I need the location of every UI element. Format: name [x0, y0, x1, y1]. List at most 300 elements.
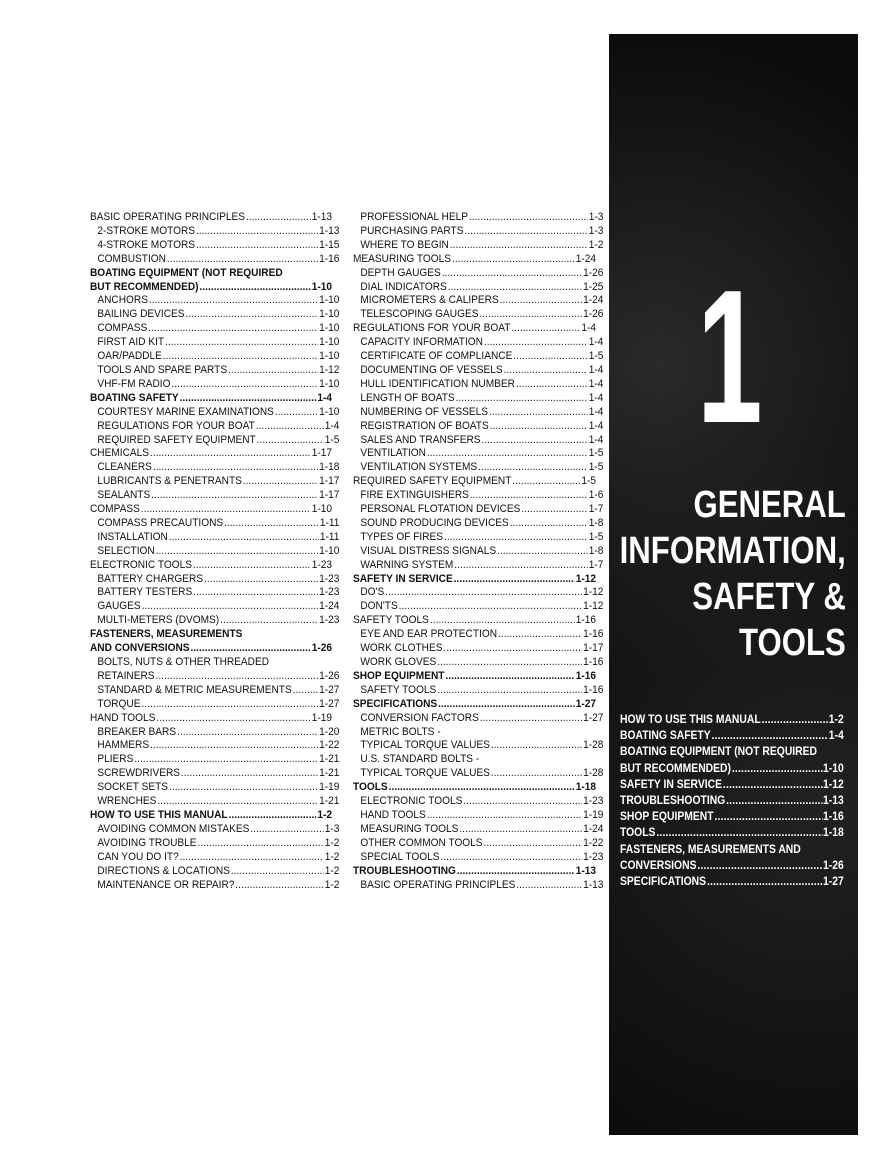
- entry-label: PURCHASING PARTS: [360, 224, 464, 237]
- leader-dots: [190, 642, 310, 656]
- leader-dots: [456, 392, 588, 406]
- leader-dots: [438, 698, 575, 712]
- leader-dots: [142, 600, 319, 614]
- index-entry[interactable]: [90, 406, 339, 420]
- leader-dots: [228, 364, 318, 378]
- index-entry[interactable]: [353, 823, 603, 837]
- leader-dots: [513, 350, 588, 364]
- index-entry[interactable]: [90, 573, 339, 587]
- index-entry[interactable]: [90, 308, 339, 322]
- entry-page-number: 1-10: [319, 294, 340, 307]
- entry-label: COMPASS PRECAUTIONS: [97, 516, 224, 529]
- index-entry[interactable]: [353, 253, 596, 267]
- entry-page-number: 1-10: [319, 322, 340, 335]
- index-entry[interactable]: [90, 851, 339, 865]
- entry-page-number: 1-2: [324, 864, 340, 877]
- entry-page-number: 1-4: [581, 322, 597, 335]
- entry-page-number: 1-17: [583, 642, 604, 655]
- entry-page-number: 1-7: [588, 503, 604, 516]
- entry-page-number: 1-21: [319, 795, 340, 808]
- index-entry[interactable]: [353, 670, 596, 684]
- index-entry[interactable]: [90, 600, 339, 614]
- entry-label: SAFETY IN SERVICE: [620, 778, 722, 791]
- leader-dots: [177, 726, 318, 740]
- index-entry[interactable]: [90, 712, 332, 726]
- entry-label: TYPES OF FIRES: [360, 530, 444, 543]
- entry-label: SCREWDRIVERS: [97, 767, 181, 780]
- entry-label: SPECIFICATIONS: [353, 697, 438, 710]
- index-entry[interactable]: [90, 809, 332, 823]
- entry-page-number: 1-13: [583, 878, 604, 891]
- entry-page-number: 1-11: [319, 530, 340, 543]
- index-entry[interactable]: [90, 420, 339, 434]
- entry-page-number: 1-16: [823, 811, 844, 824]
- index-entry[interactable]: [353, 573, 596, 587]
- leader-dots: [156, 712, 310, 726]
- entry-label: 2-STROKE MOTORS: [97, 224, 196, 237]
- index-entry[interactable]: [353, 447, 603, 461]
- entry-page-number: 1-7: [588, 558, 604, 571]
- entry-label: WORK GLOVES: [360, 656, 437, 668]
- entry-page-number: 1-4: [588, 419, 604, 432]
- leader-dots: [442, 267, 582, 281]
- leader-dots: [197, 837, 323, 851]
- sidebar-toc-entry[interactable]: [620, 842, 844, 858]
- index-entry[interactable]: [90, 628, 332, 642]
- entry-page-number: 1-19: [311, 711, 333, 724]
- entry-label: BREAKER BARS: [97, 725, 177, 738]
- index-entry[interactable]: [353, 698, 596, 712]
- leader-dots: [141, 503, 311, 517]
- index-entry[interactable]: [353, 879, 603, 893]
- entry-page-number: 1-18: [823, 827, 844, 840]
- entry-page-number: 1-22: [583, 836, 604, 849]
- entry-label: PROFESSIONAL HELP: [360, 211, 468, 223]
- entry-label: DIAL INDICATORS: [360, 280, 447, 293]
- entry-page-number: 1-27: [583, 711, 604, 724]
- entry-label: INSTALLATION: [97, 530, 168, 543]
- index-entry[interactable]: [90, 461, 339, 475]
- entry-label: REGISTRATION OF BOATS: [360, 419, 489, 432]
- leader-dots: [148, 322, 318, 336]
- entry-label: BOLTS, NUTS & OTHER THREADED: [97, 656, 270, 668]
- index-entry[interactable]: [353, 586, 603, 600]
- leader-dots: [516, 378, 588, 392]
- entry-label: STANDARD & METRIC MEASUREMENTS: [97, 683, 292, 696]
- index-entry[interactable]: [90, 837, 339, 851]
- index-entry[interactable]: [90, 517, 339, 531]
- entry-page-number: 1-27: [319, 683, 340, 696]
- leader-dots: [480, 712, 582, 726]
- leader-dots: [440, 851, 582, 865]
- index-entry[interactable]: [90, 698, 339, 712]
- entry-label: WRENCHES: [97, 795, 157, 808]
- index-entry[interactable]: [353, 350, 603, 364]
- index-entry[interactable]: [353, 600, 603, 614]
- index-entry[interactable]: [353, 294, 603, 308]
- entry-label: VENTILATION SYSTEMS: [360, 461, 478, 474]
- leader-dots: [443, 642, 582, 656]
- index-entry[interactable]: [90, 739, 339, 753]
- leader-dots: [444, 531, 588, 545]
- entry-page-number: 1-21: [319, 767, 340, 780]
- index-entry[interactable]: [353, 795, 603, 809]
- leader-dots: [500, 294, 583, 308]
- entry-label: GAUGES: [97, 600, 141, 613]
- entry-page-number: 1-28: [583, 739, 604, 752]
- entry-label: SAFETY TOOLS: [353, 614, 429, 627]
- index-entry[interactable]: [353, 781, 596, 795]
- sidebar-toc-entry[interactable]: [620, 777, 844, 793]
- index-entry[interactable]: [353, 656, 603, 670]
- index-entry[interactable]: [353, 545, 603, 559]
- entry-label: BASIC OPERATING PRINCIPLES: [360, 878, 516, 891]
- leader-dots: [193, 586, 318, 600]
- leader-dots: [707, 874, 822, 890]
- entry-page-number: 1-10: [319, 405, 340, 418]
- entry-label: BOATING SAFETY: [90, 391, 179, 404]
- index-entry[interactable]: [90, 447, 332, 461]
- entry-page-number: 1-10: [311, 503, 333, 516]
- entry-page-number: 1-3: [588, 224, 604, 237]
- index-entry[interactable]: [90, 795, 339, 809]
- entry-page-number: 1-27: [575, 697, 597, 710]
- leader-dots: [427, 809, 582, 823]
- index-entry[interactable]: [353, 712, 603, 726]
- entry-page-number: 1-5: [588, 350, 604, 363]
- entry-label: MAINTENANCE OR REPAIR?: [97, 878, 235, 891]
- entry-label: TORQUE: [97, 697, 141, 710]
- entry-label: HULL IDENTIFICATION NUMBER: [360, 377, 515, 390]
- leader-dots: [437, 684, 582, 698]
- index-entry[interactable]: [90, 211, 332, 225]
- index-entry[interactable]: [353, 420, 603, 434]
- entry-label: VISUAL DISTRESS SIGNALS: [360, 544, 497, 557]
- entry-page-number: 1-16: [583, 683, 604, 696]
- entry-page-number: 1-19: [583, 808, 604, 821]
- index-entry[interactable]: [90, 294, 339, 308]
- entry-label: CLEANERS: [97, 461, 152, 474]
- entry-label: SAFETY IN SERVICE: [353, 572, 453, 585]
- leader-dots: [150, 447, 311, 461]
- entry-label: TYPICAL TORQUE VALUES: [360, 739, 490, 752]
- entry-label: BATTERY CHARGERS: [97, 572, 204, 585]
- leader-dots: [463, 795, 582, 809]
- leader-dots: [193, 559, 311, 573]
- leader-dots: [171, 378, 318, 392]
- index-entry[interactable]: [353, 281, 603, 295]
- leader-dots: [445, 670, 574, 684]
- index-entry[interactable]: [353, 489, 603, 503]
- entry-label: TROUBLESHOOTING: [620, 795, 726, 808]
- entry-label: COMPASS: [97, 322, 148, 335]
- entry-page-number: 1-23: [319, 572, 340, 585]
- index-entry[interactable]: [353, 211, 603, 225]
- leader-dots: [275, 406, 318, 420]
- entry-label: NUMBERING OF VESSELS: [360, 405, 489, 418]
- leader-dots: [712, 728, 828, 744]
- leader-dots: [399, 600, 583, 614]
- index-entry[interactable]: [90, 392, 332, 406]
- index-entry[interactable]: [353, 837, 603, 851]
- index-entry[interactable]: [353, 406, 603, 420]
- index-entry[interactable]: [353, 753, 603, 767]
- index-entry[interactable]: [90, 767, 339, 781]
- sidebar-toc-entry[interactable]: [620, 809, 844, 825]
- entry-label: LUBRICANTS & PENETRANTS: [97, 475, 242, 488]
- leader-dots: [181, 767, 318, 781]
- index-entry[interactable]: [90, 239, 339, 253]
- entry-label: TYPICAL TORQUE VALUES: [360, 767, 490, 780]
- entry-page-number: 1-23: [311, 558, 333, 571]
- index-entry[interactable]: [353, 614, 596, 628]
- leader-dots: [481, 434, 587, 448]
- entry-label: CONVERSIONS: [620, 859, 697, 872]
- entry-page-number: 1-4: [588, 405, 604, 418]
- sidebar-toc-entry[interactable]: [620, 793, 844, 809]
- entry-page-number: 1-13: [823, 795, 844, 808]
- entry-page-number: 1-17: [319, 489, 340, 502]
- entry-label: OTHER COMMON TOOLS: [360, 836, 483, 849]
- index-entry[interactable]: [90, 253, 339, 267]
- entry-page-number: 1-16: [319, 252, 340, 265]
- entry-label: ELECTRONIC TOOLS: [90, 558, 192, 571]
- entry-page-number: 1-24: [319, 600, 340, 613]
- entry-page-number: 1-5: [581, 475, 597, 488]
- entry-label: SPECIFICATIONS: [620, 876, 707, 889]
- index-entry[interactable]: [90, 378, 339, 392]
- entry-label: REQUIRED SAFETY EQUIPMENT: [97, 433, 256, 446]
- entry-label: WARNING SYSTEM: [360, 558, 454, 571]
- index-entry[interactable]: [353, 461, 603, 475]
- entry-label: DOCUMENTING OF VESSELS: [360, 363, 503, 376]
- leader-dots: [437, 656, 582, 670]
- chapter-sidebar: [609, 34, 858, 1135]
- index-entry[interactable]: [90, 670, 339, 684]
- entry-label: BOATING SAFETY: [620, 730, 711, 743]
- index-entry[interactable]: [353, 517, 603, 531]
- chapter-title-line: INFORMATION,: [619, 530, 846, 572]
- index-entry[interactable]: [90, 684, 339, 698]
- index-entry[interactable]: [90, 559, 332, 573]
- index-entry[interactable]: [90, 545, 339, 559]
- entry-page-number: 1-13: [311, 211, 333, 223]
- index-entry[interactable]: [90, 656, 339, 670]
- entry-page-number: 1-26: [583, 266, 604, 279]
- entry-label: BOATING EQUIPMENT (NOT REQUIRED: [90, 266, 283, 279]
- index-entry[interactable]: [90, 489, 339, 503]
- index-column-left: [90, 211, 340, 892]
- index-entry[interactable]: [90, 586, 339, 600]
- entry-page-number: 1-27: [823, 876, 844, 889]
- entry-page-number: 1-5: [588, 461, 604, 474]
- index-entry[interactable]: [353, 267, 603, 281]
- entry-page-number: 1-24: [583, 822, 604, 835]
- entry-label: SPECIAL TOOLS: [360, 850, 440, 863]
- leader-dots: [250, 823, 324, 837]
- entry-page-number: 1-11: [319, 516, 340, 529]
- sidebar-toc-entry[interactable]: [620, 858, 844, 874]
- entry-page-number: 1-13: [319, 224, 340, 237]
- entry-page-number: 1-12: [583, 586, 604, 599]
- entry-page-number: 1-4: [588, 377, 604, 390]
- entry-label: MEASURING TOOLS: [360, 822, 459, 835]
- index-entry[interactable]: [90, 781, 339, 795]
- entry-page-number: 1-2: [317, 808, 333, 821]
- index-entry[interactable]: [90, 726, 339, 740]
- entry-page-number: 1-24: [583, 294, 604, 307]
- index-entry[interactable]: [90, 336, 339, 350]
- index-entry[interactable]: [353, 392, 603, 406]
- entry-page-number: 1-16: [575, 614, 597, 627]
- entry-page-number: 1-17: [311, 447, 333, 460]
- leader-dots: [491, 739, 582, 753]
- leader-dots: [459, 823, 582, 837]
- index-entry[interactable]: [353, 364, 603, 378]
- index-entry[interactable]: [353, 684, 603, 698]
- index-entry[interactable]: [90, 281, 332, 295]
- leader-dots: [723, 777, 822, 793]
- leader-dots: [180, 851, 324, 865]
- entry-page-number: 1-12: [823, 778, 844, 791]
- entry-label: CONVERSION FACTORS: [360, 711, 479, 724]
- entry-page-number: 1-2: [324, 850, 340, 863]
- index-entry[interactable]: [353, 559, 603, 573]
- index-entry[interactable]: [353, 851, 603, 865]
- entry-label: DON'TS: [360, 600, 398, 613]
- entry-page-number: 1-3: [324, 822, 340, 835]
- entry-page-number: 1-18: [319, 461, 340, 474]
- index-entry[interactable]: [353, 322, 596, 336]
- entry-page-number: 1-27: [319, 697, 340, 710]
- entry-page-number: 1-2: [324, 878, 340, 891]
- sidebar-toc-entry[interactable]: [620, 744, 844, 760]
- index-entry[interactable]: [90, 753, 339, 767]
- index-entry[interactable]: [90, 614, 339, 628]
- entry-label: REGULATIONS FOR YOUR BOAT: [353, 322, 511, 335]
- leader-dots: [228, 809, 316, 823]
- sidebar-toc-entry[interactable]: [620, 712, 844, 728]
- leader-dots: [169, 531, 319, 545]
- index-entry[interactable]: [353, 336, 603, 350]
- index-entry[interactable]: [353, 239, 603, 253]
- leader-dots: [185, 308, 318, 322]
- index-entry[interactable]: [353, 767, 603, 781]
- entry-page-number: 1-2: [828, 714, 844, 726]
- index-entry[interactable]: [90, 364, 339, 378]
- index-entry[interactable]: [353, 531, 603, 545]
- index-entry[interactable]: [353, 475, 596, 489]
- index-entry[interactable]: [353, 378, 603, 392]
- index-entry[interactable]: [353, 225, 603, 239]
- index-entry[interactable]: [90, 434, 339, 448]
- entry-page-number: 1-17: [319, 475, 340, 488]
- entry-page-number: 1-15: [319, 238, 340, 251]
- index-entry[interactable]: [90, 267, 332, 281]
- index-entry[interactable]: [90, 322, 339, 336]
- entry-label: MICROMETERS & CALIPERS: [360, 294, 499, 307]
- entry-label: RETAINERS: [97, 669, 155, 682]
- chapter-title-line: SAFETY &: [692, 576, 846, 618]
- leader-dots: [385, 586, 582, 600]
- entry-page-number: 1-10: [319, 308, 340, 321]
- entry-label: CAPACITY INFORMATION: [360, 336, 483, 349]
- index-entry[interactable]: [353, 865, 596, 879]
- index-entry[interactable]: [90, 823, 339, 837]
- index-entry[interactable]: [353, 726, 603, 740]
- entry-page-number: 1-5: [588, 447, 604, 460]
- entry-page-number: 1-26: [583, 308, 604, 321]
- leader-dots: [151, 489, 318, 503]
- index-entry[interactable]: [353, 628, 603, 642]
- entry-page-number: 1-10: [311, 280, 333, 293]
- index-entry[interactable]: [90, 503, 332, 517]
- entry-label: SOCKET SETS: [97, 781, 169, 794]
- chapter-title-line: GENERAL: [693, 484, 846, 526]
- sidebar-toc-entry[interactable]: [620, 825, 844, 841]
- sidebar-toc-entry[interactable]: [620, 728, 844, 744]
- leader-dots: [452, 253, 575, 267]
- entry-page-number: 1-6: [588, 489, 604, 502]
- leader-dots: [454, 573, 575, 587]
- entry-page-number: 1-4: [828, 730, 844, 743]
- index-entry[interactable]: [353, 308, 603, 322]
- leader-dots: [199, 281, 310, 295]
- entry-label: AVOIDING TROUBLE: [97, 836, 197, 849]
- index-entry[interactable]: [90, 531, 339, 545]
- index-entry[interactable]: [90, 865, 339, 879]
- entry-page-number: 1-16: [583, 628, 604, 641]
- entry-page-number: 1-12: [319, 363, 340, 376]
- index-entry[interactable]: [90, 350, 339, 364]
- index-entry[interactable]: [353, 503, 603, 517]
- entry-label: COMBUSTION: [97, 252, 166, 265]
- index-entry[interactable]: [90, 879, 339, 893]
- index-entry[interactable]: [353, 809, 603, 823]
- entry-label: FIRST AID KIT: [97, 336, 165, 349]
- entry-label: PERSONAL FLOTATION DEVICES: [360, 503, 521, 516]
- entry-label: WORK CLOTHES: [360, 642, 443, 655]
- entry-label: ANCHORS: [97, 294, 148, 307]
- entry-page-number: 1-10: [319, 544, 340, 557]
- entry-label: HOW TO USE THIS MANUAL: [620, 714, 761, 726]
- index-entry[interactable]: [353, 739, 603, 753]
- entry-label: HAND TOOLS: [360, 808, 426, 821]
- leader-dots: [256, 420, 324, 434]
- entry-label: CAN YOU DO IT?: [97, 850, 179, 863]
- sidebar-toc-entry[interactable]: [620, 874, 844, 890]
- entry-page-number: 1-23: [583, 850, 604, 863]
- entry-label: TOOLS: [353, 781, 388, 794]
- index-entry[interactable]: [353, 434, 603, 448]
- index-entry[interactable]: [90, 475, 339, 489]
- leader-dots: [243, 475, 318, 489]
- index-entry[interactable]: [90, 225, 339, 239]
- leader-dots: [464, 225, 587, 239]
- entry-page-number: 1-16: [583, 656, 604, 668]
- leader-dots: [134, 753, 318, 767]
- index-entry[interactable]: [353, 642, 603, 656]
- entry-page-number: 1-16: [575, 669, 597, 682]
- sidebar-toc: [620, 712, 844, 890]
- entry-label: SEALANTS: [97, 489, 151, 502]
- entry-page-number: 1-24: [575, 252, 597, 265]
- leader-dots: [697, 858, 822, 874]
- entry-page-number: 1-22: [319, 739, 340, 752]
- entry-page-number: 1-5: [324, 433, 340, 446]
- index-entry[interactable]: [90, 642, 332, 656]
- sidebar-toc-entry[interactable]: [620, 761, 844, 777]
